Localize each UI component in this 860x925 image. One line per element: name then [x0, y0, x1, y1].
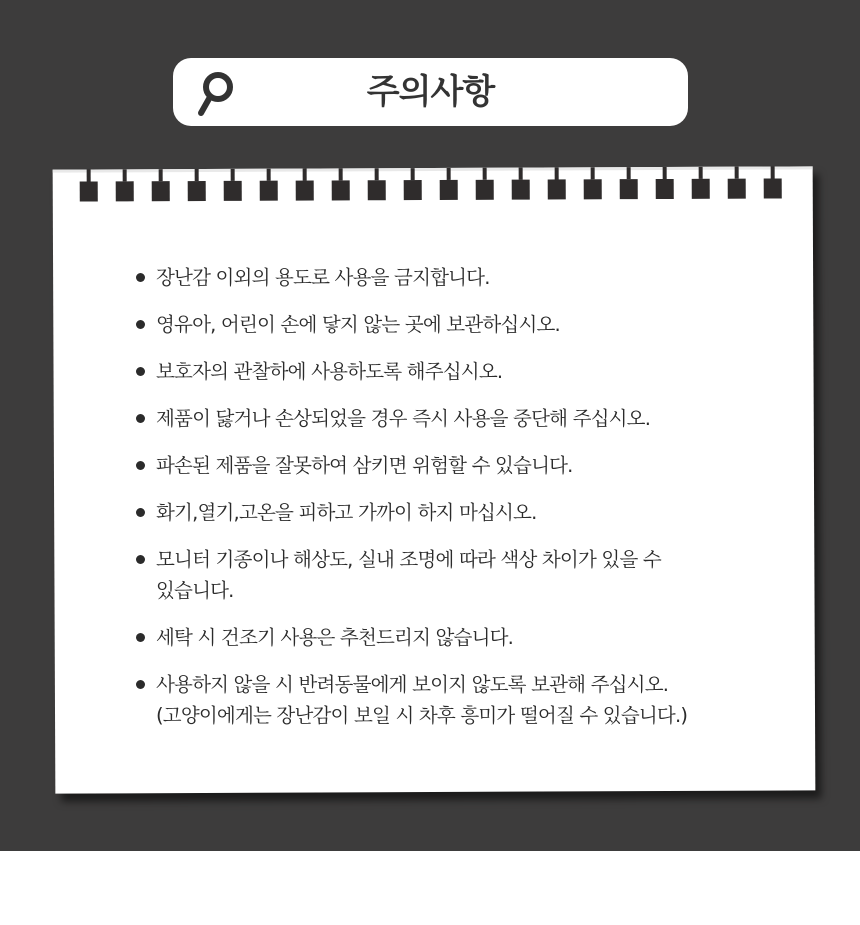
notice-item-text: 세탁 시 건조기 사용은 추천드리지 않습니다.: [156, 626, 514, 649]
binding-hole: [764, 178, 782, 198]
notice-item-text: 보호자의 관찰하에 사용하도록 해주십시오.: [156, 360, 503, 383]
bullet-icon: [136, 320, 145, 329]
notice-item-text: 파손된 제품을 잘못하여 삼키면 위험할 수 있습니다.: [156, 454, 573, 477]
bullet-icon: [136, 508, 145, 517]
notice-item-text: 제품이 닳거나 손상되었을 경우 즉시 사용을 중단해 주십시오.: [156, 407, 651, 430]
bullet-icon: [136, 414, 145, 423]
notice-item: [135, 450, 755, 481]
binding-hole: [152, 181, 170, 201]
bullet-icon: [136, 633, 145, 642]
binding-hole: [260, 181, 278, 201]
notice-item: [135, 403, 755, 434]
notice-item: [135, 622, 755, 653]
binding-hole: [116, 181, 134, 201]
notice-item: [135, 497, 755, 528]
notice-item-text: 있습니다.: [156, 579, 234, 602]
binding-hole: [404, 180, 422, 200]
binding-hole: [728, 179, 746, 199]
notice-item: [135, 262, 755, 293]
binding-hole: [656, 179, 674, 199]
binding-hole: [620, 179, 638, 199]
notice-item: [135, 309, 755, 340]
notice-item-text: (고양이에게는 장난감이 보일 시 차후 흥미가 떨어질 수 있습니다.): [156, 704, 688, 727]
binding-hole: [224, 181, 242, 201]
notice-item-text: 화기,열기,고온을 피하고 가까이 하지 마십시오.: [156, 501, 537, 524]
bullet-icon: [136, 680, 145, 689]
bullet-icon: [136, 555, 145, 564]
binding-holes: [80, 178, 790, 201]
notice-item: [135, 356, 755, 387]
binding-hole: [80, 181, 98, 201]
notice-item: [135, 544, 755, 606]
binding-hole: [548, 179, 566, 199]
binding-hole: [692, 179, 710, 199]
binding-hole: [188, 181, 206, 201]
bullet-icon: [136, 461, 145, 470]
binding-hole: [332, 180, 350, 200]
binding-hole: [440, 180, 458, 200]
page-title: 주의사항: [366, 72, 495, 112]
bullet-icon: [136, 273, 145, 282]
notice-list: [135, 262, 755, 747]
binding-hole: [296, 181, 314, 201]
notice-item-text: 장난감 이외의 용도로 사용을 금지합니다.: [156, 266, 490, 289]
notice-item: [135, 669, 755, 731]
bullet-icon: [136, 367, 145, 376]
binding-hole: [584, 179, 602, 199]
notice-item-text: 모니터 기종이나 해상도, 실내 조명에 따라 색상 차이가 있을 수: [156, 548, 661, 571]
binding-hole: [476, 180, 494, 200]
notice-item-text: 사용하지 않을 시 반려동물에게 보이지 않도록 보관해 주십시오.: [156, 673, 669, 696]
binding-hole: [368, 180, 386, 200]
notice-item-text: 영유아, 어린이 손에 닿지 않는 곳에 보관하십시오.: [156, 313, 560, 336]
binding-hole: [512, 180, 530, 200]
